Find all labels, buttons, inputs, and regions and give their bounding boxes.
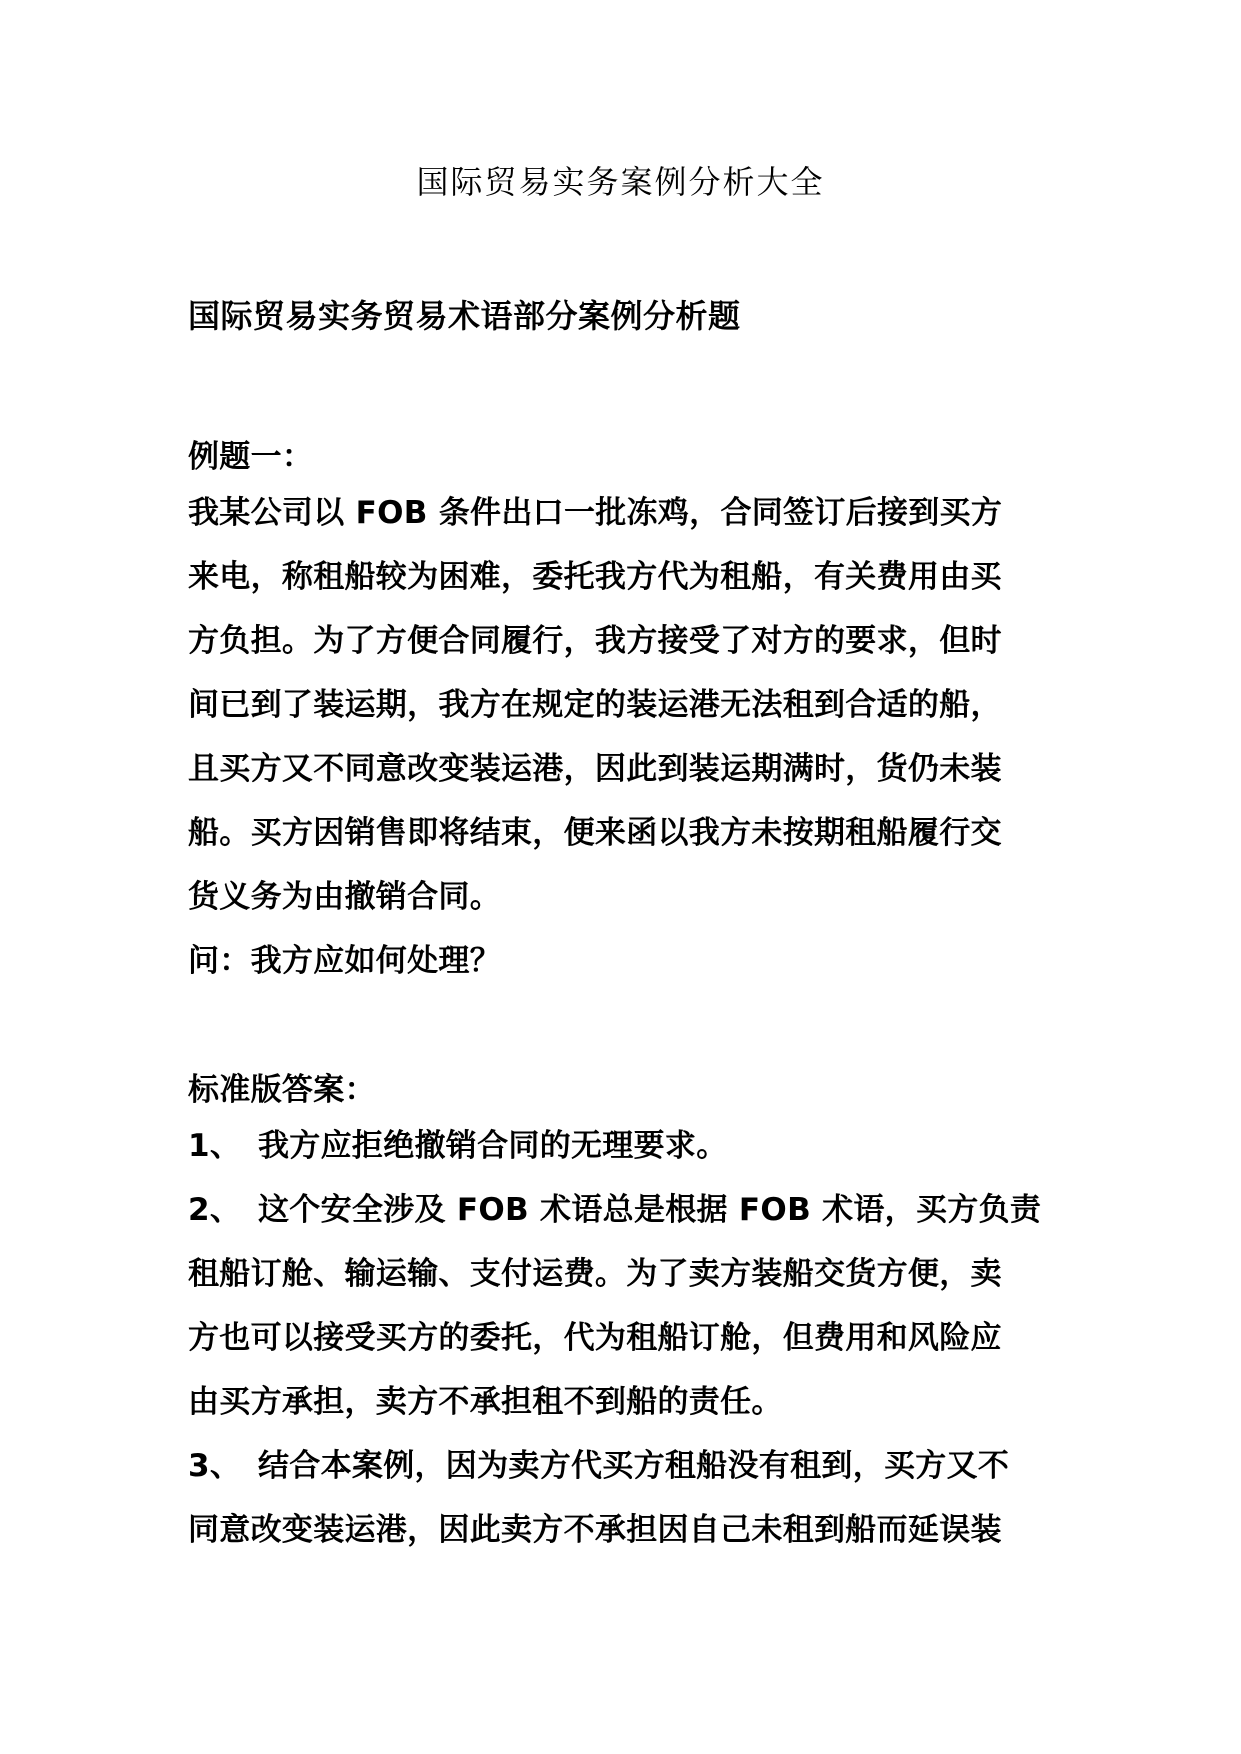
answer-line: 同意改变装运港，因此卖方不承担因自己未租到船而延误装 <box>188 1512 1002 1548</box>
question-line: 来电，称租船较为困难，委托我方代为租船，有关费用由买 <box>188 559 1002 595</box>
answer-number: 3、 <box>188 1448 242 1484</box>
answer-number: 2、 <box>188 1192 242 1228</box>
answer-item <box>188 1178 1068 1434</box>
answer-line: 这个安全涉及 FOB 术语总是根据 FOB 术语，买方负责 <box>258 1192 1042 1228</box>
question-prompt: 问：我方应如何处理？ <box>188 943 501 979</box>
section-heading: 国际贸易实务贸易术语部分案例分析题 <box>188 297 741 335</box>
answer-line: 我方应拒绝撤销合同的无理要求。 <box>258 1128 728 1164</box>
question-line: 船。买方因销售即将结束，便来函以我方未按期租船履行交 <box>188 815 1002 851</box>
answer-item <box>188 1114 1068 1178</box>
answer-line: 租船订舱、输运输、支付运费。为了卖方装船交货方便，卖 <box>188 1256 1002 1292</box>
answer-item <box>188 1434 1068 1562</box>
document-title: 国际贸易实务案例分析大全 <box>416 163 825 201</box>
question-line: 且买方又不同意改变装运港，因此到装运期满时，货仍未装 <box>188 751 1002 787</box>
answer-line: 方也可以接受买方的委托，代为租船订舱，但费用和风险应 <box>188 1320 1002 1356</box>
question-line: 货义务为由撤销合同。 <box>188 879 501 915</box>
answer-line: 由买方承担，卖方不承担租不到船的责任。 <box>188 1384 783 1420</box>
example-label: 例题一： <box>188 439 314 475</box>
answer-label: 标准版答案： <box>188 1072 376 1108</box>
answer-number: 1、 <box>188 1128 242 1164</box>
question-line: 我某公司以 FOB 条件出口一批冻鸡，合同签订后接到买方 <box>188 495 1003 531</box>
answer-line: 结合本案例，因为卖方代买方租船没有租到，买方又不 <box>258 1448 1010 1484</box>
answer-list <box>188 1114 1068 1562</box>
question-line: 间已到了装运期，我方在规定的装运港无法租到合适的船， <box>188 687 1002 723</box>
question-line: 方负担。为了方便合同履行，我方接受了对方的要求，但时 <box>188 623 1002 659</box>
question-body <box>188 481 1068 929</box>
